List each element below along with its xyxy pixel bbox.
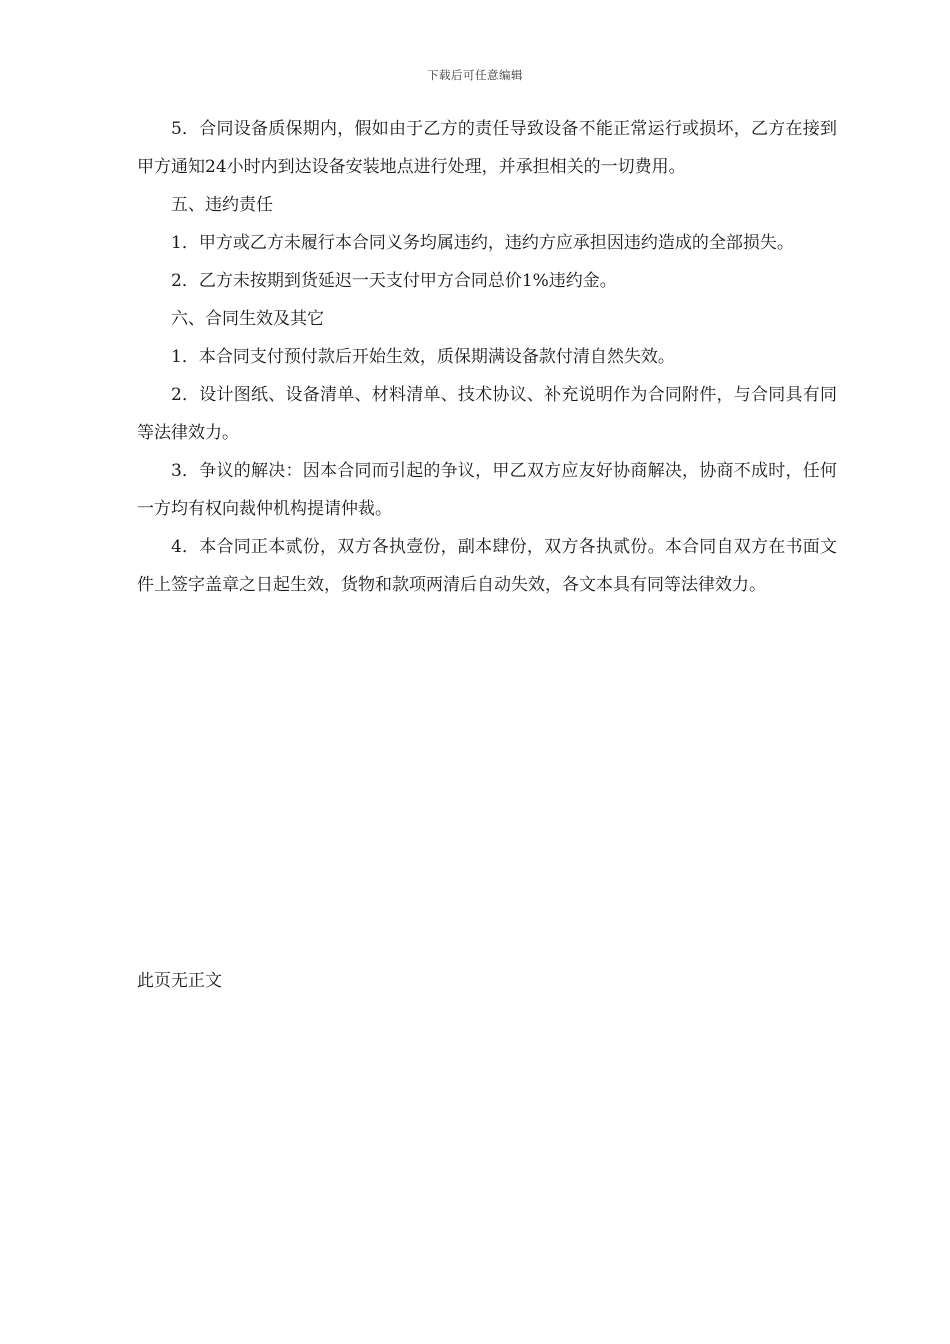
clause-breach-general: 1．甲方或乙方未履行本合同义务均属违约，违约方应承担因违约造成的全部损失。: [171, 233, 794, 253]
clause-late-delivery-penalty: 2．乙方未按期到货延迟一天支付甲方合同总价1%违约金。: [171, 271, 617, 291]
page-header: 下载后可任意编辑: [427, 68, 523, 82]
no-content-note: 此页无正文: [137, 971, 222, 991]
section-title-effectiveness: 六、合同生效及其它: [171, 309, 324, 329]
clause-attachments: 2．设计图纸、设备清单、材料清单、技术协议、补充说明作为合同附件，与合同具有同等法律效力。: [137, 385, 837, 443]
contract-body: [137, 110, 837, 604]
section-title-breach: 五、违约责任: [171, 195, 273, 215]
clause-warranty-repair: 5．合同设备质保期内，假如由于乙方的责任导致设备不能正常运行或损坏，乙方在接到甲方通知24小时内到达设备安装地点进行处理，并承担相关的一切费用。: [137, 119, 837, 177]
clause-dispute-resolution: 3．争议的解决：因本合同而引起的争议，甲乙双方应友好协商解决，协商不成时，任何一方均有权向裁仲机构提请仲裁。: [137, 461, 837, 519]
clause-effective-date: 1．本合同支付预付款后开始生效，质保期满设备款付清自然失效。: [171, 347, 675, 367]
clause-copies: 4．本合同正本贰份，双方各执壹份，副本肆份，双方各执贰份。本合同自双方在书面文件上签字盖章之日起生效，货物和款项两清后自动失效，各文本具有同等法律效力。: [137, 537, 837, 595]
